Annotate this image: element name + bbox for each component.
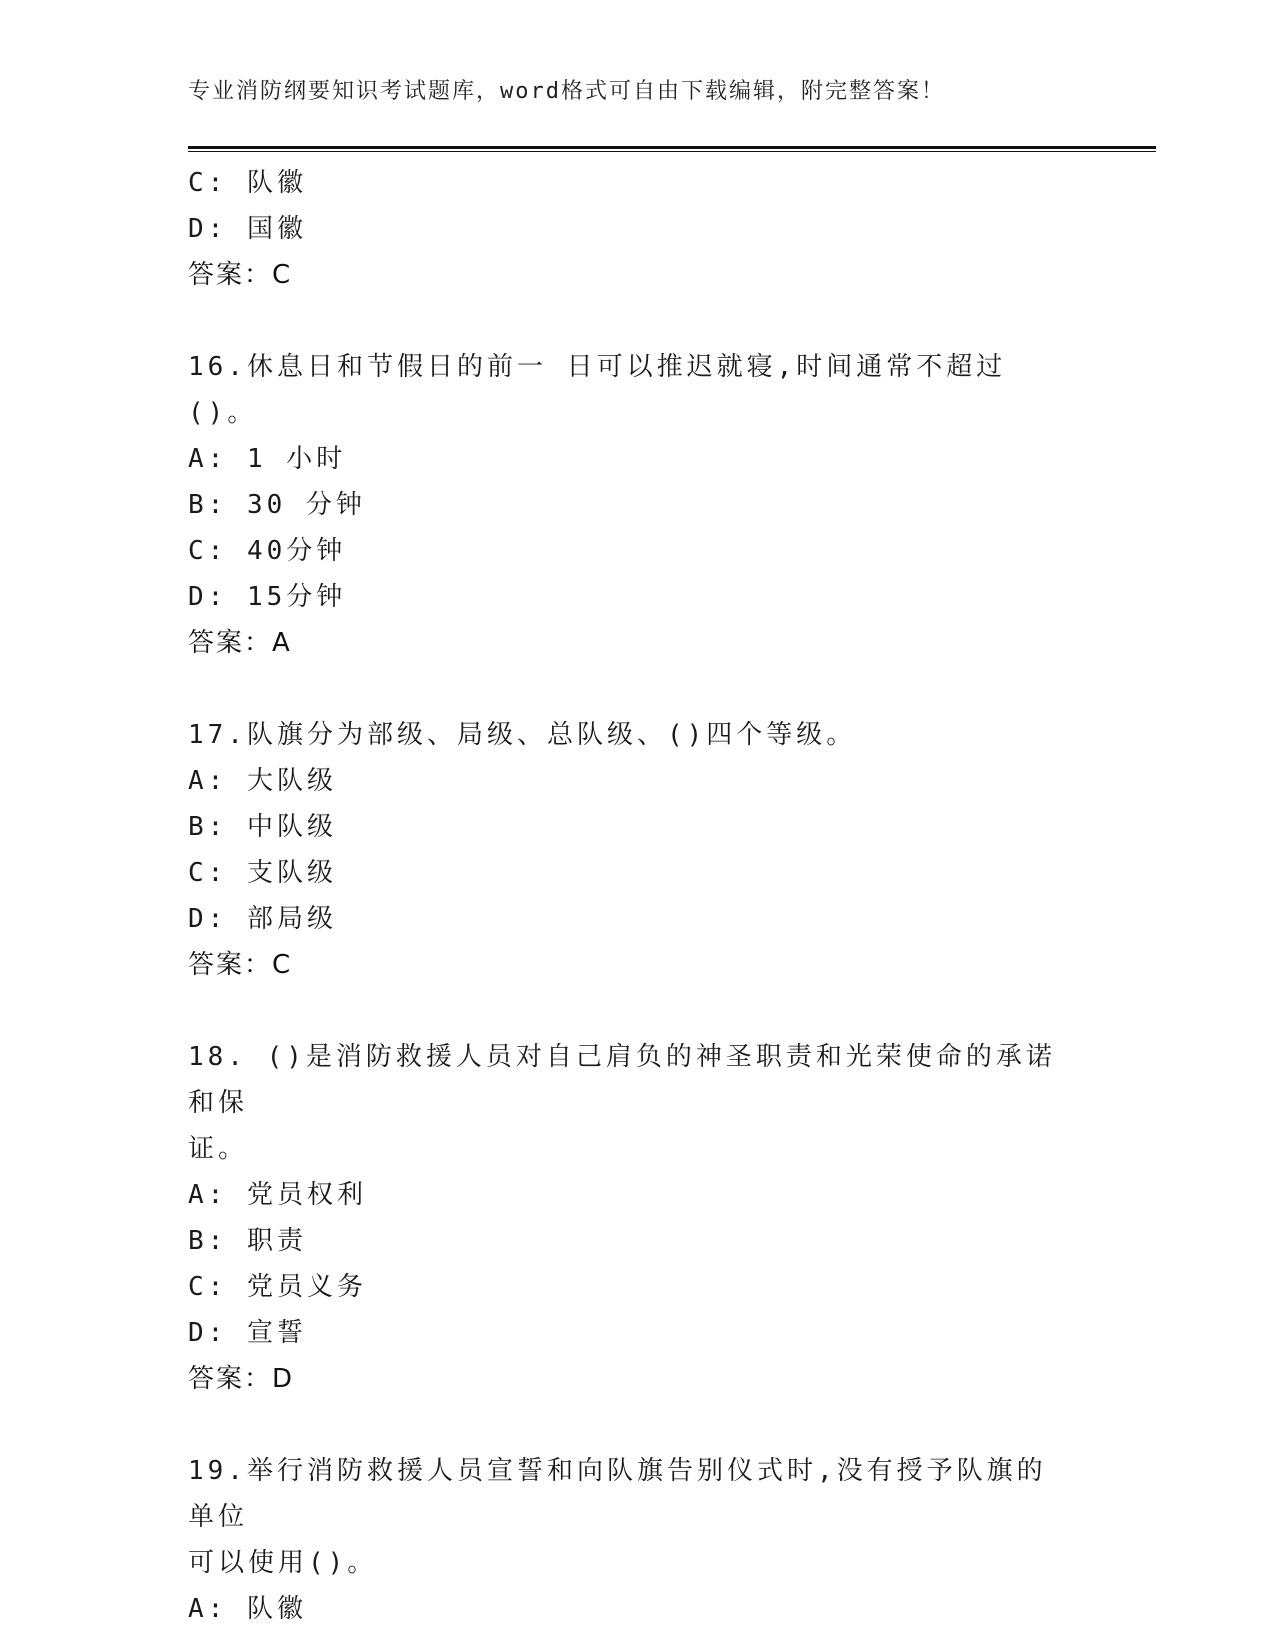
- spacer: [188, 666, 1068, 712]
- option-b: B: 中队级: [188, 812, 337, 842]
- spacer: [188, 298, 1068, 344]
- question-18: [188, 1034, 1068, 1402]
- question-stem: 17.队旗分为部级、局级、总队级、()四个等级。: [188, 720, 857, 750]
- option-b: B: 职责: [188, 1226, 307, 1256]
- question-17: [188, 712, 1068, 988]
- option-a: A: 1 小时: [188, 444, 347, 474]
- header-rule-thick: [188, 146, 1156, 149]
- option-d: D: 部局级: [188, 904, 337, 934]
- answer-line: 答案：C: [188, 260, 293, 290]
- header-rule: [188, 146, 1156, 154]
- question-stem: 16.休息日和节假日的前一 日可以推迟就寝,时间通常不超过()。: [188, 352, 1007, 428]
- option-d: D: 宣誓: [188, 1318, 307, 1348]
- question-16: [188, 344, 1068, 666]
- option-c: C: 支队级: [188, 858, 337, 888]
- option-b: B: 30 分钟: [188, 490, 366, 520]
- option-a: A: 党员权利: [188, 1180, 367, 1210]
- option-a: A: 大队级: [188, 766, 337, 796]
- answer-line: 答案：A: [188, 628, 292, 658]
- option-c: C: 队徽: [188, 168, 307, 198]
- spacer: [188, 988, 1068, 1034]
- option-c: C: 党员义务: [188, 1272, 367, 1302]
- question-15-tail: [188, 160, 1068, 298]
- question-19: [188, 1448, 1068, 1632]
- question-stem-line-1: 19.举行消防救援人员宣誓和向队旗告别仪式时,没有授予队旗的单位: [188, 1456, 1047, 1532]
- header-rule-thin: [188, 151, 1156, 152]
- question-stem-line-2: 证。: [188, 1134, 249, 1164]
- page-header: 专业消防纲要知识考试题库，word格式可自由下载编辑，附完整答案！: [188, 79, 945, 104]
- question-stem-line-1: 18. ()是消防救援人员对自己肩负的神圣职责和光荣使命的承诺和保: [188, 1042, 1056, 1118]
- answer-line: 答案：D: [188, 1364, 295, 1394]
- question-list: [188, 160, 1068, 1632]
- question-stem-line-2: 可以使用()。: [188, 1548, 378, 1578]
- answer-line: 答案：C: [188, 950, 293, 980]
- option-c: C: 40分钟: [188, 536, 347, 566]
- option-d: D: 15分钟: [188, 582, 347, 612]
- option-d: D: 国徽: [188, 214, 307, 244]
- spacer: [188, 1402, 1068, 1448]
- option-a: A: 队徽: [188, 1594, 307, 1624]
